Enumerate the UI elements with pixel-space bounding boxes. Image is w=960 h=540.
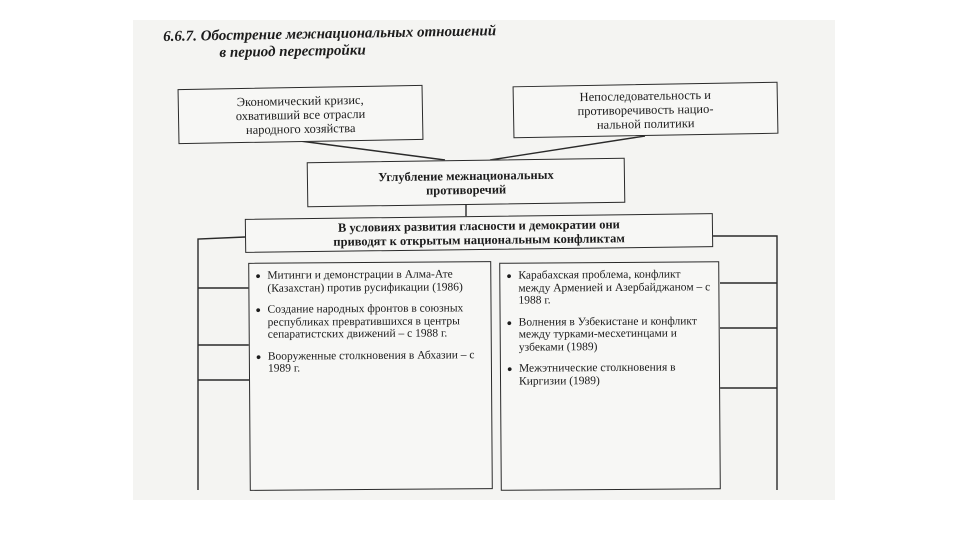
bullet-icon: ● xyxy=(255,351,262,362)
list-item-text: Межэтнические столкновения в Киргизии (1989) xyxy=(518,361,676,388)
panel-right-conflicts xyxy=(499,261,721,491)
list-item-text: Митинги и демонстрации в Алма-Ате (Казахстан) против русификации (1986) xyxy=(267,268,463,295)
box-economic-crisis-line: народного хозяйства xyxy=(245,120,356,137)
bullet-icon: ● xyxy=(506,363,513,374)
title-line-2: в период перестройки xyxy=(219,42,366,62)
box-policy-line: противоречивость нацио- xyxy=(577,101,714,119)
box-economic-crisis-line: охвативший все отрасли xyxy=(235,106,366,123)
box-conditions xyxy=(245,213,713,253)
connector-policy-to-deep xyxy=(490,136,645,160)
bullet-icon: ● xyxy=(255,270,261,281)
box-inconsistent-policy xyxy=(513,82,779,139)
list-item xyxy=(507,361,711,387)
title-line-1: 6.6.7. Обострение межнациональных отношений xyxy=(163,23,497,45)
box-conditions-line: В условиях развития гласности и демократии они xyxy=(337,217,620,235)
list-item xyxy=(256,349,483,376)
box-deepening-contradictions xyxy=(307,158,626,207)
panel-left-conflicts xyxy=(248,261,493,491)
list-item-text: Волнения в Узбекистане и конфликт между турками-месхетинцами и узбеками (1989) xyxy=(518,314,697,354)
list-item xyxy=(255,268,482,295)
box-economic-crisis-line: Экономический кризис, xyxy=(236,92,364,109)
list-item xyxy=(507,315,711,354)
box-policy-line: Непоследовательность и xyxy=(579,87,712,105)
box-economic-crisis xyxy=(178,85,424,144)
list-item xyxy=(255,302,482,341)
connector-econ-to-deep xyxy=(300,141,445,160)
bullet-icon: ● xyxy=(506,317,513,328)
bullet-icon: ● xyxy=(506,270,512,281)
list-item-text: Карабахская проблема, конфликт между Арменией и Азербайджаном – с 1988 г. xyxy=(518,268,711,307)
list-item xyxy=(506,268,710,307)
box-deepening-line: противоречий xyxy=(425,181,507,198)
box-conditions-line: приводят к открытым национальным конфликтам xyxy=(333,231,625,249)
box-policy-line: нальной политики xyxy=(596,116,695,132)
box-deepening-line: Углубление межнациональных xyxy=(378,167,554,184)
list-item-text: Создание народных фронтов в союзных республиках превратившихся в центры сепаратистских движений – с 1988 г. xyxy=(267,302,464,341)
bracket-left xyxy=(198,237,245,490)
list-item-text: Вооруженные столкновения в Абхазии – с 1989 г. xyxy=(267,348,475,375)
bullet-icon: ● xyxy=(255,304,262,315)
bracket-right xyxy=(713,236,777,490)
